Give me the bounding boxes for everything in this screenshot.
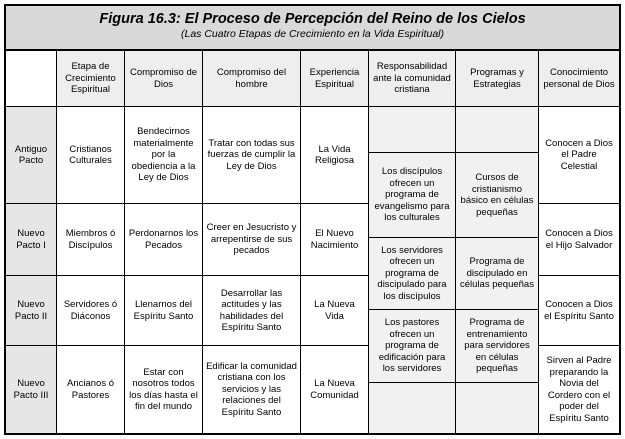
row-label-nuevo-pacto-iii: Nuevo Pacto III <box>6 346 57 433</box>
header-compromiso-hombre: Compromiso del hombre <box>203 51 301 107</box>
cell-etapa: Cristianos Culturales <box>57 107 125 204</box>
cell-compromiso-dios: Bendecirnos materialmente por la obediencia a la Ley de Dios <box>125 107 203 204</box>
cell-compromiso-hombre: Tratar con todas sus fuerzas de cumplir la Ley de Dios <box>203 107 301 204</box>
blank-cell <box>369 107 456 153</box>
cell-compromiso-hombre: Edificar la comunidad cristiana con los servicios y las relaciones del Espíritu Santo <box>203 346 301 433</box>
cell-conocimiento: Conocen a Dios el Padre Celestial <box>539 107 619 204</box>
cell-compromiso-dios: Llenarnos del Espíritu Santo <box>125 276 203 346</box>
cell-conocimiento: Sirven al Padre preparando la Novia del Cordero con el poder del Espíritu Santo <box>539 346 619 433</box>
header-corner <box>6 51 57 107</box>
programa-cell: Programa de entrenamiento para servidores en células pequeñas <box>456 310 539 383</box>
blank-cell <box>369 383 456 433</box>
cell-conocimiento: Conocen a Dios el Hijo Salvador <box>539 204 619 276</box>
row-label-nuevo-pacto-ii: Nuevo Pacto II <box>6 276 57 346</box>
header-experiencia: Experiencia Espiritual <box>301 51 369 107</box>
cell-etapa: Ancianos ó Pastores <box>57 346 125 433</box>
cell-etapa: Miembros ó Discípulos <box>57 204 125 276</box>
header-responsabilidad: Responsabilidad ante la comunidad cristiana <box>369 51 456 107</box>
cell-compromiso-dios: Perdonarnos los Pecados <box>125 204 203 276</box>
figure-title: Figura 16.3: El Proceso de Percepción del Reino de los Cielos <box>99 11 526 27</box>
responsabilidad-cell: Los discípulos ofrecen un programa de evangelismo para los culturales <box>369 153 456 238</box>
cell-experiencia: La Vida Religiosa <box>301 107 369 204</box>
programa-cell: Cursos de cristianismo básico en células pequeñas <box>456 153 539 238</box>
cell-experiencia: La Nueva Vida <box>301 276 369 346</box>
cell-experiencia: La Nueva Comunidad <box>301 346 369 433</box>
header-etapa: Etapa de Crecimiento Espiritual <box>57 51 125 107</box>
figure-subtitle: (Las Cuatro Etapas de Crecimiento en la Vida Espiritual) <box>180 28 445 40</box>
cell-compromiso-hombre: Desarrollar las actitudes y las habilidades del Espíritu Santo <box>203 276 301 346</box>
figure-frame <box>4 4 621 435</box>
cell-compromiso-hombre: Creer en Jesucristo y arrepentirse de sus pecados <box>203 204 301 276</box>
cell-conocimiento: Conocen a Dios el Espíritu Santo <box>539 276 619 346</box>
blank-cell <box>456 383 539 433</box>
responsabilidad-cell: Los servidores ofrecen un programa de discipulado para los discípulos <box>369 238 456 310</box>
header-programas: Programas y Estrategias <box>456 51 539 107</box>
title-box <box>6 6 619 51</box>
cell-experiencia: El Nuevo Nacimiento <box>301 204 369 276</box>
responsabilidad-cell: Los pastores ofrecen un programa de edificación para los servidores <box>369 310 456 383</box>
cell-compromiso-dios: Estar con nosotros todos los días hasta el fin del mundo <box>125 346 203 433</box>
cell-etapa: Servidores ó Diáconos <box>57 276 125 346</box>
programa-cell: Programa de discipulado en células pequeñas <box>456 238 539 310</box>
header-conocimiento: Conocimiento personal de Dios <box>539 51 619 107</box>
header-compromiso-dios: Compromiso de Dios <box>125 51 203 107</box>
row-label-antiguo-pacto: Antiguo Pacto <box>6 107 57 204</box>
blank-cell <box>456 107 539 153</box>
row-label-nuevo-pacto-i: Nuevo Pacto I <box>6 204 57 276</box>
